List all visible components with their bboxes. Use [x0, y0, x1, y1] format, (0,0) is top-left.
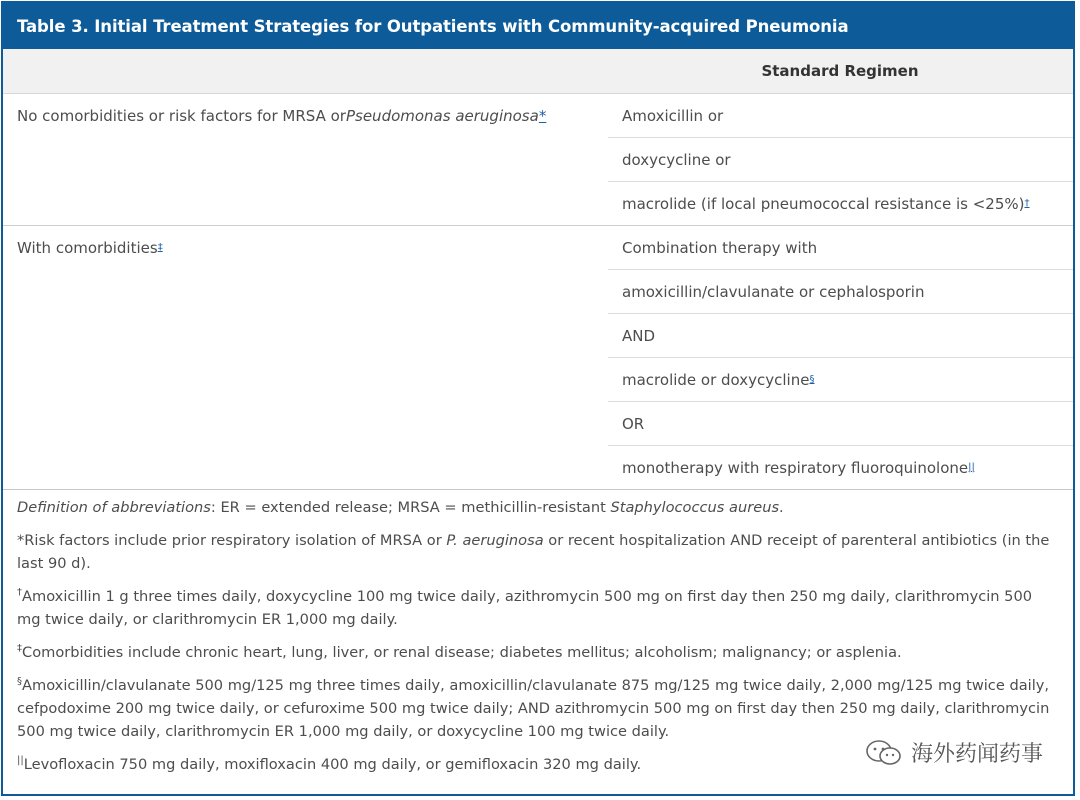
regimen-cell	[608, 226, 1073, 269]
footnote-text: or recent hospitalization AND receipt of parenteral antibiotics (in the last 90 d).	[17, 532, 1054, 572]
regimen-text: doxycycline or	[622, 150, 731, 169]
abbrev-label: Definition of abbreviations	[17, 499, 211, 516]
condition-italic-text: Pseudomonas aeruginosa	[345, 106, 539, 125]
regimen-cell	[608, 94, 1073, 137]
footnote-text: Levofloxacin 750 mg daily, moxifloxacin 400 mg daily, or gemifloxacin 320 mg daily.	[23, 756, 642, 773]
footnote-section	[17, 674, 1059, 743]
regimen-cell: macrolide (if local pneumococcal resistance is <25%) †	[608, 181, 1073, 225]
column-header-standard-regimen: Standard Regimen	[761, 62, 919, 80]
table-footnotes	[3, 490, 1073, 776]
footnote-text: Risk factors include prior respiratory isolation of MRSA or	[24, 532, 447, 549]
table-row-with-comorbidities	[3, 226, 1073, 490]
footnote-link-asterisk[interactable]: *	[538, 106, 547, 125]
condition-text: With comorbidities	[17, 238, 158, 257]
table-frame	[1, 1, 1075, 796]
regimen-text: monotherapy with respiratory fluoroquinolone	[622, 458, 969, 477]
footnote-text: Amoxicillin 1 g three times daily, doxycycline 100 mg twice daily, azithromycin 500 mg on first day then 250 mg daily, clarithromycin 500 mg twice daily, or clarithromycin ER 1,000 mg daily.	[17, 588, 1033, 628]
footnote-mark: †	[17, 587, 22, 599]
condition-text: No comorbidities or risk factors for MRSA or	[17, 106, 346, 125]
regimen-text: OR	[622, 414, 645, 433]
footnote-mark: ‡	[17, 643, 22, 655]
footnote-risk-factors	[17, 529, 1059, 575]
wechat-icon	[865, 739, 903, 767]
regimen-text: macrolide or doxycycline	[622, 370, 810, 389]
watermark	[865, 737, 1043, 768]
regimen-cell	[608, 269, 1073, 313]
regimen-text: Amoxicillin or	[622, 106, 724, 125]
table-title: Table 3. Initial Treatment Strategies for Outpatients with Community-acquired Pneumonia	[3, 3, 1073, 49]
regimen-text: AND	[622, 326, 656, 345]
abbrev-italic: Staphylococcus aureus	[610, 499, 780, 516]
table-row-no-comorbidities	[3, 94, 1073, 226]
watermark-text: 海外药闻药事	[910, 742, 1043, 767]
condition-cell: With comorbidities ‡	[17, 238, 163, 257]
footnote-text: Comorbidities include chronic heart, lung, liver, or renal disease; diabetes mellitus; alcoholism; malignancy; or asplenia.	[22, 644, 902, 661]
regimen-cell	[608, 137, 1073, 181]
footnote-text: Amoxicillin/clavulanate 500 mg/125 mg three times daily, amoxicillin/clavulanate 875 mg/125 mg twice daily, 2,000 mg/125 mg twice daily, cefpodoxime 200 mg twice daily, or cefuroxime 500 mg twice daily; AND azithromycin 500 mg on first day then 250 mg daily, clarithromycin 500 mg twice daily, clarithromycin ER 1,000 mg daily, or doxycycline 100 mg twice daily.	[17, 677, 1050, 740]
regimen-cell	[608, 401, 1073, 445]
footnote-mark: §	[17, 676, 22, 688]
abbrev-end: .	[779, 499, 784, 516]
abbrev-text: : ER = extended release; MRSA = methicillin-resistant	[210, 499, 611, 516]
footnote-mark: ||	[17, 755, 24, 767]
footnote-italic: P. aeruginosa	[446, 532, 544, 549]
footnote-mark: *	[17, 532, 25, 549]
regimen-cell: macrolide or doxycycline §	[608, 357, 1073, 401]
footnote-double-dagger	[17, 641, 1059, 664]
regimen-text: macrolide (if local pneumococcal resistance is <25%)	[622, 194, 1025, 213]
regimen-cell	[608, 313, 1073, 357]
regimen-cell: monotherapy with respiratory fluoroquinolone ||	[608, 445, 1073, 489]
footnote-abbreviations	[17, 496, 1059, 519]
regimen-text: amoxicillin/clavulanate or cephalosporin	[622, 282, 925, 301]
condition-cell	[17, 94, 546, 137]
footnote-dagger	[17, 585, 1059, 631]
table-header-row	[3, 49, 1073, 94]
regimen-text: Combination therapy with	[622, 238, 818, 257]
